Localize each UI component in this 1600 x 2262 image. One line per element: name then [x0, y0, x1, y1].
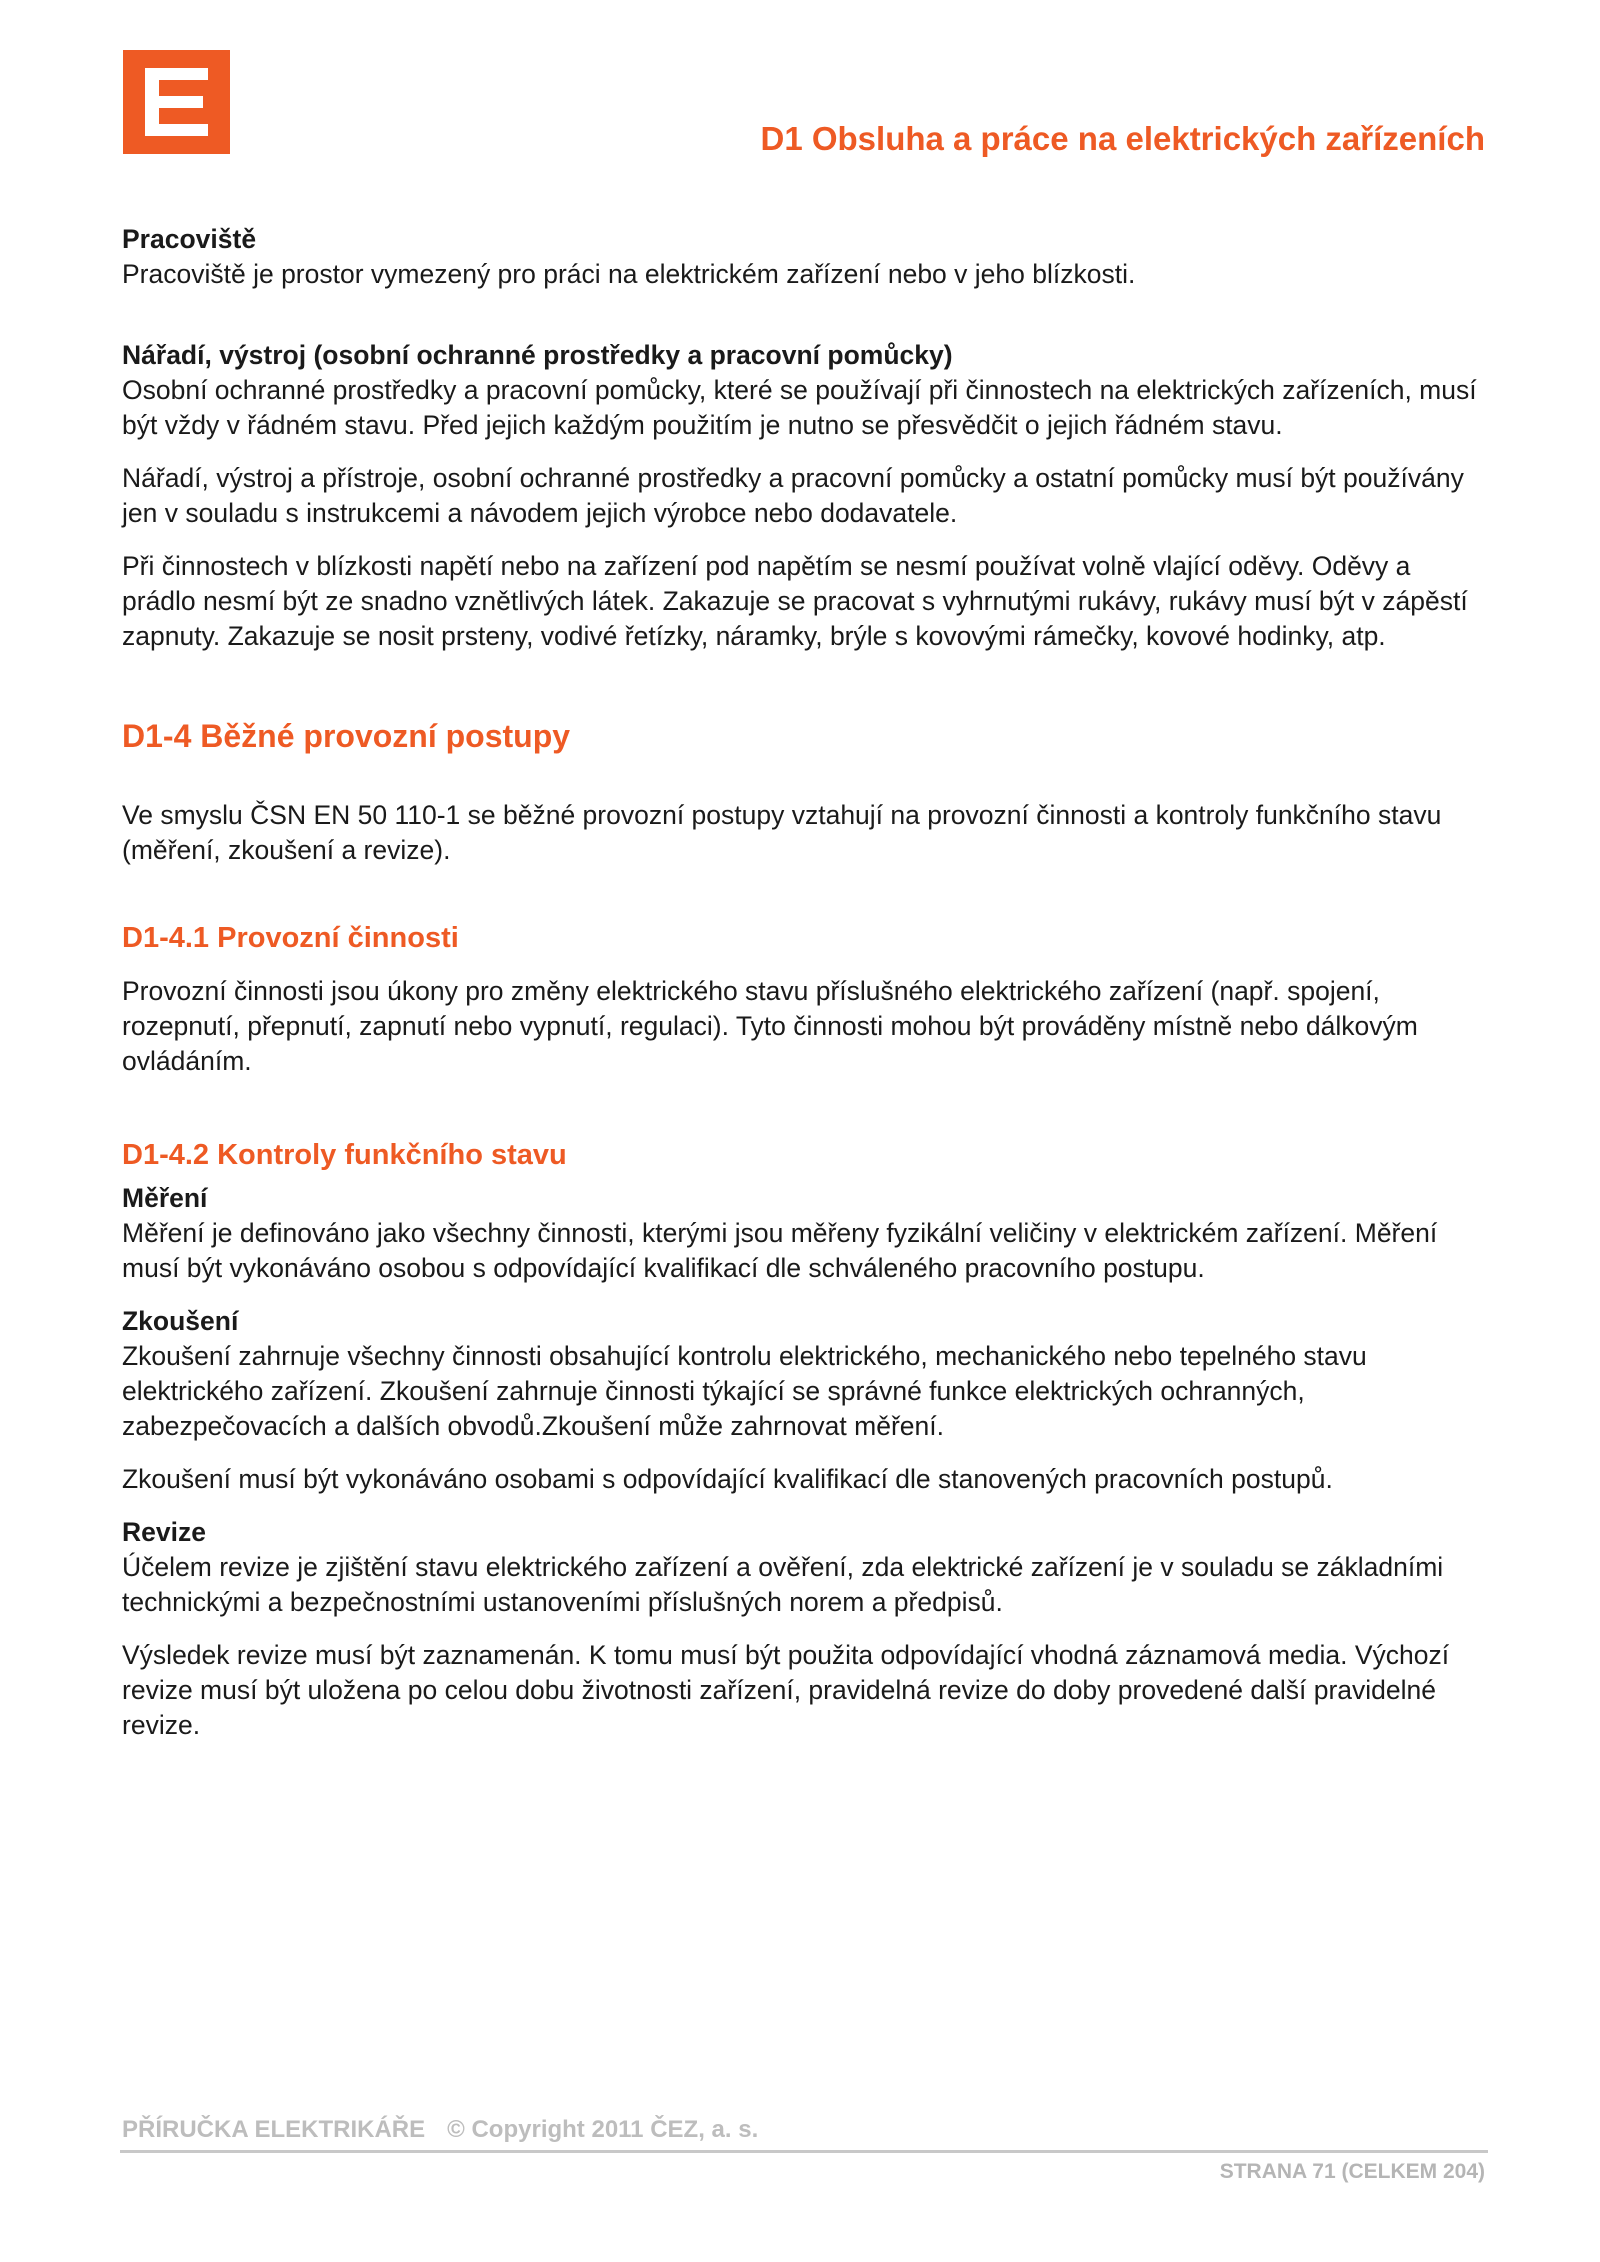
document-title: D1 Obsluha a práce na elektrických zařízeních [760, 120, 1485, 157]
footer-left [122, 2116, 758, 2144]
footer-copyright: © Copyright 2011 ČEZ, a. s. [447, 2116, 759, 2143]
heading-zkouseni: Zkoušení [122, 1306, 239, 1336]
footer-publication: PŘÍRUČKA ELEKTRIKÁŘE [122, 2116, 426, 2143]
paragraph-mereni: Měření je definováno jako všechny činnosti, kterými jsou měřeny fyzikální veličiny v elektrickém zařízení. Měření musí být vykonáváno osobou s odpovídající kvalifikací dle schváleného pracovního postupu. [122, 1218, 1438, 1283]
paragraph-revize-1: Účelem revize je zjištění stavu elektrického zařízení a ověření, zda elektrické zařízení je v souladu se základními technickými a bezpečnostními ustanoveními příslušných norem a předpisů. [122, 1552, 1444, 1617]
heading-mereni: Měření [122, 1183, 208, 1213]
paragraph-zkouseni-1: Zkoušení zahrnuje všechny činnosti obsahující kontrolu elektrického, mechanického nebo tepelného stavu elektrického zařízení. Zkoušení zahrnuje činnosti týkající se správné funkce elektrických ochranných, zabezpečovacích a dalších obvodů.Zkoušení může zahrnovat měření. [122, 1341, 1367, 1441]
page-content [122, 222, 1487, 1743]
heading-d1-4: D1-4 Běžné provozní postupy [122, 718, 571, 754]
heading-revize: Revize [122, 1517, 206, 1547]
heading-pracoviste: Pracoviště [122, 224, 257, 254]
footer-page-number: STRANA 71 (CELKEM 204) [1219, 2160, 1485, 2183]
footer-divider [120, 2150, 1488, 2153]
heading-naradi: Nářadí, výstroj (osobní ochranné prostředky a pracovní pomůcky) [122, 340, 953, 370]
paragraph-d1-4-1: Provozní činnosti jsou úkony pro změny elektrického stavu příslušného elektrického zařízení (např. spojení, rozepnutí, přepnutí, zapnutí nebo vypnutí, regulaci). Tyto činnosti mohou být prováděny místně nebo dálkovým ovládáním. [122, 976, 1418, 1076]
heading-d1-4-1: D1-4.1 Provozní činnosti [122, 922, 459, 954]
paragraph-naradi-3: Při činnostech v blízkosti napětí nebo na zařízení pod napětím se nesmí používat volně vlající oděvy. Oděvy a prádlo nesmí být ze snadno vznětlivých látek. Zakazuje se pracovat s vyhrnutými rukávy, rukávy musí být v zápěstí zapnuty. Zakazuje se nosit prsteny, vodivé řetízky, náramky, brýle s kovovými rámečky, kovové hodinky, atp. [122, 551, 1468, 651]
heading-d1-4-2: D1-4.2 Kontroly funkčního stavu [122, 1139, 567, 1171]
paragraph-naradi-2: Nářadí, výstroj a přístroje, osobní ochranné prostředky a pracovní pomůcky a ostatní pomůcky musí být používány jen v souladu s instrukcemi a návodem jejich výrobce nebo dodavatele. [122, 463, 1464, 528]
paragraph-zkouseni-2: Zkoušení musí být vykonáváno osobami s odpovídající kvalifikací dle stanovených pracovních postupů. [122, 1464, 1333, 1494]
paragraph-d1-4: Ve smyslu ČSN EN 50 110-1 se běžné provozní postupy vztahují na provozní činnosti a kontroly funkčního stavu (měření, zkoušení a revize). [122, 800, 1442, 865]
paragraph-naradi-1: Osobní ochranné prostředky a pracovní pomůcky, které se používají při činnostech na elektrických zařízeních, musí být vždy v řádném stavu. Před jejich každým použitím je nutno se přesvědčit o jejich řádném stavu. [122, 375, 1477, 440]
paragraph-revize-2: Výsledek revize musí být zaznamenán. K tomu musí být použita odpovídající vhodná záznamová media. Výchozí revize musí být uložena po celou dobu životnosti zařízení, pravidelná revize do doby provedené další pravidelné revize. [122, 1640, 1450, 1740]
cez-logo-icon [123, 50, 230, 154]
paragraph-pracoviste: Pracoviště je prostor vymezený pro práci na elektrickém zařízení nebo v jeho blízkosti. [122, 259, 1136, 289]
